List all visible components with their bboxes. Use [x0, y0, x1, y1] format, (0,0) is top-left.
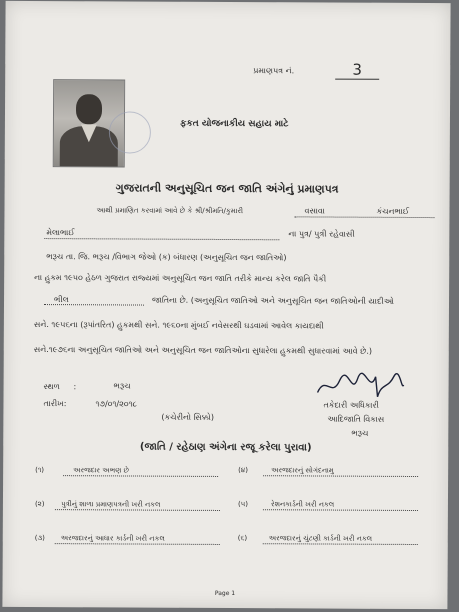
photo-seal-stamp: [109, 111, 151, 153]
doc-item-number: (૫): [237, 500, 249, 509]
place-label: સ્થળ: [43, 382, 60, 392]
signatory-designation: તકેદારી અધિકારી: [323, 400, 379, 410]
date-value: ૧૭/૦૧/૨૦૧૮: [95, 399, 137, 409]
doc-item-number: (૩): [34, 533, 45, 543]
doc-item-number: (૨): [34, 499, 45, 509]
date-label: તારીખ:: [43, 399, 67, 409]
relation-text: ના પુત્ર/ પુત્રી રહેવાસી: [288, 229, 355, 239]
officer-signature: [316, 370, 406, 400]
doc-item-text: અરજદારનું આધાર કાર્ડની ખરી નકલ: [60, 534, 165, 543]
residence-line: ભરૂચ તા. જિ. ભરૂચ /વિભાગ જેઓ (ક) બંધારણ (અનુસૂચિત જન જાતિઓ): [46, 252, 287, 263]
tribe-name: ભીલ: [54, 295, 69, 305]
page-number: Page 1: [214, 589, 236, 598]
place-value: ભરૂચ: [113, 381, 131, 391]
amendment-line-2: સને.૧૯૭૬ના અનુસૂચિત જાતિઓ અને અનુસૂચિત જન જાતિઓના સુધારેલા હુકમથી સુધારવામાં આવે છે.): [33, 344, 373, 356]
amendment-line-1: સને. ૧૯૫૬ના (રૂપાંતરિત) હુકમથી સને. ૧૯૬૦ના મુંબઈ નવેસરથી ઘડવામાં આવેલ કાયદાથી: [33, 319, 324, 331]
doc-item-text: રેશનકાર્ડની ખરી નકલ: [270, 500, 335, 509]
doc-item-text: પુત્રીનું શાળા પ્રમાણપત્રની ખરી નકલ: [60, 500, 161, 509]
doc-item-number: (૪): [238, 466, 248, 475]
tribe-line-rest: જાતિના છે. (અનુસૂચિત જાતિઓ અને અનુસૂચિત જન જાતિઓની યાદીઓ: [152, 295, 394, 306]
signatory-district: ભરૂચ: [351, 428, 369, 438]
certify-prefix: આથી પ્રમાણિત કરવામાં આવે છે કે શ્રી/શ્રીમતિ/કુમારી: [96, 206, 244, 216]
order-line: ના હુકમ ૧૯૫૦ હેઠળ ગુજરાત રાજ્યમાં અનુસૂચિત જન જાતિ તરીકે માન્ય કરેલ જાતિ પૈકી: [34, 272, 327, 284]
doc-item-number: (૬): [237, 534, 248, 543]
certificate-page: પ્રમાણપત્ર નં. 3 ફકત યોજનાકીય સહાય માટે ગુજરાતની અનુસૂચિત જન જાતિ અંગેનું પ્રમાણપત્ર આથી પ્રમાણિત કરવામાં આવે છે કે શ્રી/શ્રીમતિ/કુમારી વસાવા કંચનભાઈ મેલાભાઈ ના પુત્ર/ પુત્રી રહેવાસી ભરૂચ તા. જિ. ભરૂચ /વિભાગ જેઓ (ક) બંધારણ (અનુસૂચિત જન જાતિઓ) ના હુકમ ૧૯૫૦ હેઠળ ગુજરાત રાજ્યમાં અનુસૂચિત જન જાતિ તરીકે માન્ય કરેલ જાતિ પૈકી ભીલ જાતિના છે. (અનુસૂચિત જાતિઓ અને અનુસૂચિત જન જાતિઓની યાદીઓ સને. ૧૯૫૬ના (રૂપાંતરિત) હુકમથી સને. ૧૯૬૦ના મુંબઈ નવેસરથી ઘડવામાં આવેલ કાયદાથી સને.૧૯૭૬ના અનુસૂચિત જાતિઓ અને અનુસૂચિત જન જાતિઓના સુધારેલા હુકમથી સુધારવામાં આવે છે.) સ્થળ : ભરૂચ તારીખ: ૧૭/૦૧/૨૦૧૮ તકેદારી અધિકારી આદિજાતિ વિકાસ ભરૂચ (કચેરીનો સિક્કો) (જાતિ / રહેઠાણ અંગેના રજૂ કરેલા પુરાવા) (૧) અરજદાર અભણ છે (૪) અરજદારનું સોગંદનામુ (૨) પુત્રીનું શાળા પ્રમાણપત્રની ખરી નકલ (૫) રેશનકાર્ડની ખરી નકલ (૩) અરજદારનું આધાર કાર્ડની ખરી નકલ (૬) અરજદારનું ચુંટણી કાર્ડની ખરી નકલ Page 1: [2, 1, 450, 609]
office-stamp-placeholder: (કચેરીનો સિક્કો): [161, 412, 214, 422]
certificate-number-value: 3: [335, 61, 379, 80]
doc-item-text: અરજદાર અભણ છે: [73, 466, 129, 475]
doc-item-text: અરજદારનું સોગંદનામુ: [271, 466, 334, 475]
scheme-title: ફકત યોજનાકીય સહાય માટે: [179, 118, 289, 130]
doc-item-text: અરજદારનું ચુંટણી કાર્ડની ખરી નકલ: [268, 534, 373, 543]
applicant-first-name: કંચનભાઈ: [376, 206, 410, 216]
doc-item-number: (૧): [35, 466, 45, 475]
signatory-office: આદિજાતિ વિકાસ: [327, 414, 385, 424]
certificate-heading: ગુજરાતની અનુસૂચિત જન જાતિ અંગેનું પ્રમાણપત્ર: [115, 181, 339, 196]
documents-heading: (જાતિ / રહેઠાણ અંગેના રજૂ કરેલા પુરાવા): [139, 441, 312, 454]
father-name: મેલાભાઈ: [46, 228, 75, 238]
certificate-number-label: પ્રમાણપત્ર નં.: [253, 66, 295, 76]
applicant-surname: વસાવા: [304, 206, 325, 216]
